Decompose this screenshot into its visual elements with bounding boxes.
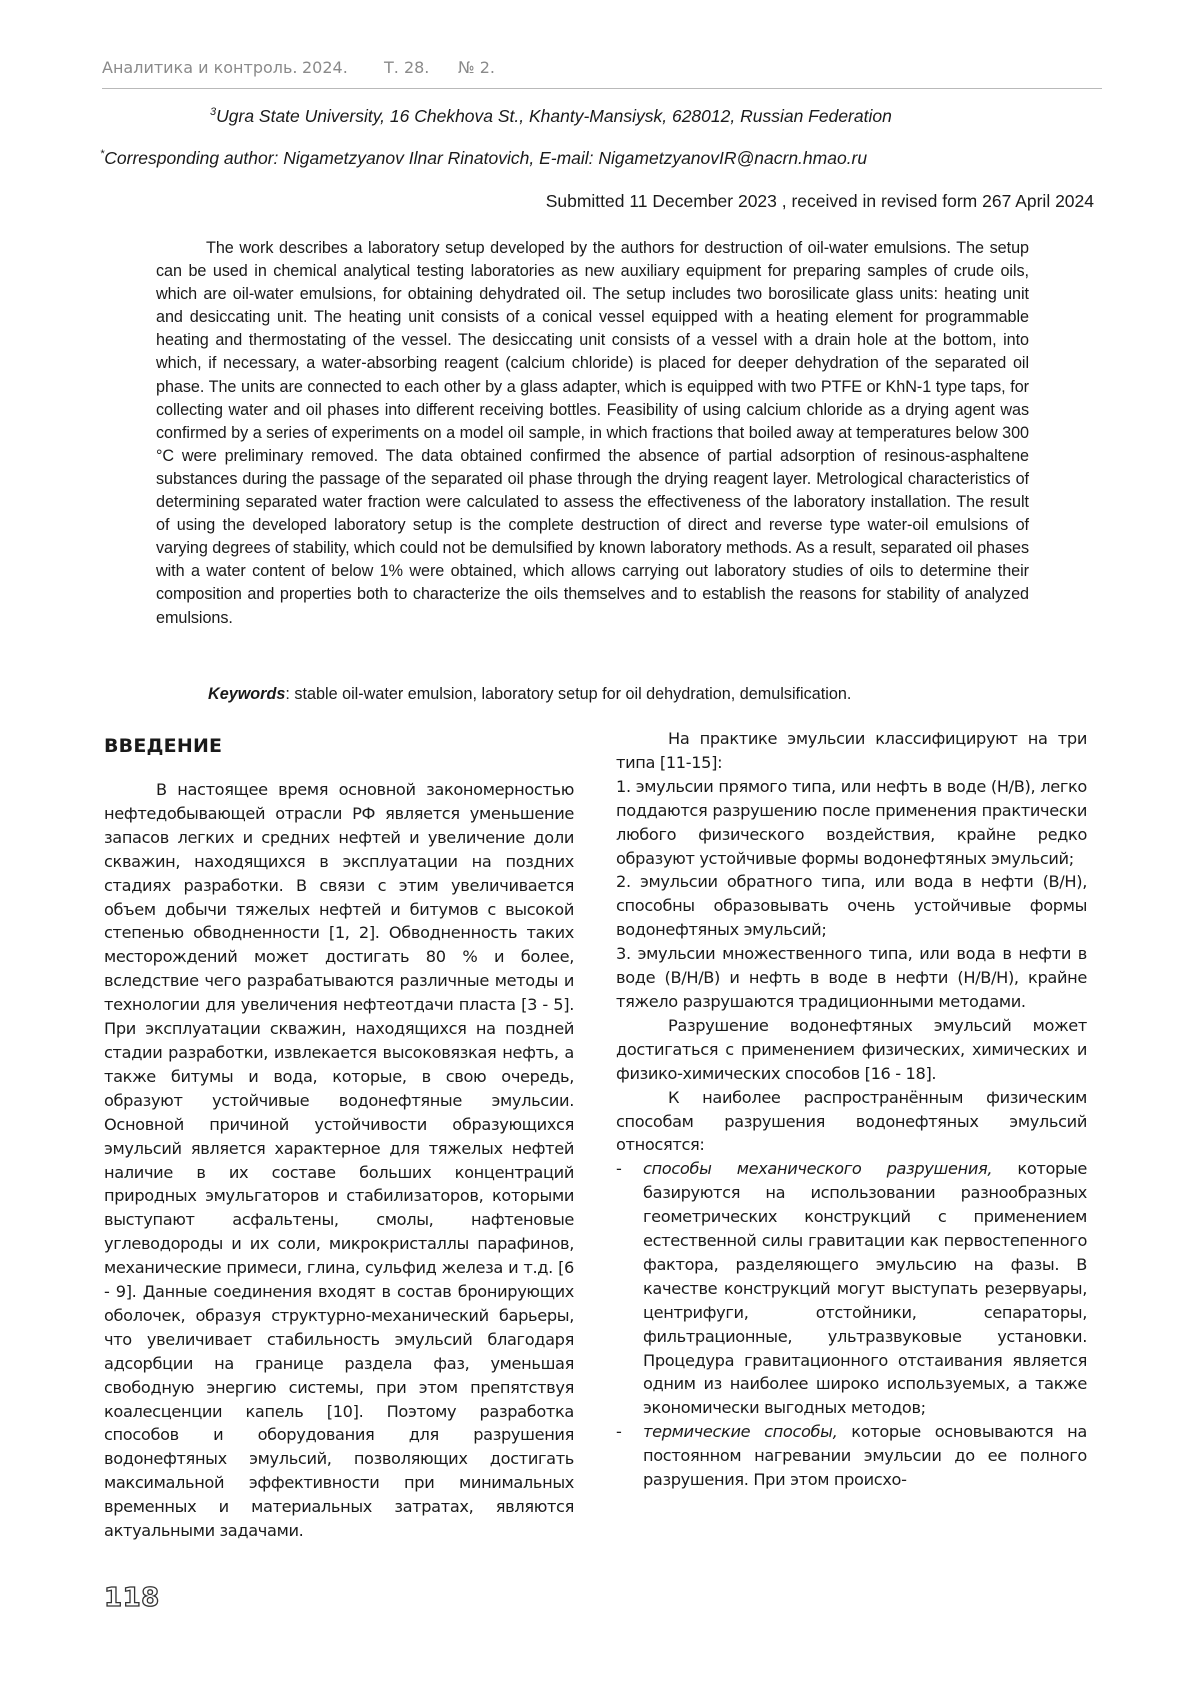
affiliation-marker: 3 bbox=[210, 106, 217, 119]
physical-methods-intro: К наиболее распространённым физическим способам разрушения водонефтяных эмульсий относятся: bbox=[616, 1087, 1087, 1155]
affiliation bbox=[210, 106, 892, 127]
running-header bbox=[102, 56, 1102, 89]
submission-dates: Submitted 11 December 2023 , received in revised form 267 April 2024 bbox=[545, 191, 1094, 211]
abstract: The work describes a laboratory setup developed by the authors for destruction of oil-water emulsions. The setup can be used in chemical analytical testing laboratories as new auxiliary equipment for preparing samples of crude oils, which are oil-water emulsions, for obtaining dehydrated oil. The setup includes two borosilicate glass units: heating unit and desiccating unit. The heating unit consists of a conical vessel equipped with a heating element for programmable heating and thermostating of the vessel. The desiccating unit consists of a vessel with a drain hole at the bottom, into which, if necessary, a water-absorbing reagent (calcium chloride) is placed for deeper dehydration of the separated oil phase. The units are connected to each other by a glass adapter, which is equipped with two PTFE or KhN-1 type taps, for collecting water and oil phases into different receiving bottles. Feasibility of using calcium chloride as a drying agent was confirmed by a series of experiments on a model oil sample, in which fractions that boiled away at temperatures below 300 °C were preliminary removed. The data obtained confirmed the absence of partial adsorption of resinous-asphaltene substances during the passage of the separated oil phase through the drying reagent layer. Metrological characteristics of determining separated water fraction were calculated to assess the effectiveness of the laboratory installation. The result of using the developed laboratory setup is the complete destruction of direct and reverse type water-oil emulsions of varying degrees of stability, which could not be demulsified by known laboratory methods. As a result, separated oil phases with a water content of below 1% were obtained, which allows carrying out laboratory studies of oils to determine their composition and properties both to characterize the oils themselves and to establish the reasons for stability of analyzed emulsions. bbox=[156, 239, 1029, 627]
method-list-item bbox=[616, 1420, 1087, 1492]
method-term: способы механического разрушения, bbox=[643, 1159, 993, 1179]
emulsion-type-item: 3. эмульсии множественного типа, или вода в нефти в воде (В/Н/В) и нефть в воде в нефти (Н/В/Н), крайне тяжело разрушаются традиционными методами. bbox=[616, 944, 1087, 1011]
journal-name: Аналитика и контроль. bbox=[102, 58, 298, 77]
corresponding-author bbox=[100, 148, 867, 169]
intro-paragraph: В настоящее время основной закономерностью нефтедобывающей отрасли РФ является уменьшение запасов легких и средних нефтей и увеличение доли скважин, находящихся в эксплуатации на поздних стадиях разработки. В связи с этим увеличивается объем добычи тяжелых нефтей и битумов с высокой степенью обводненности [1, 2]. Обводненность таких месторождений может достигать 80 % и более, вследствие чего разрабатываются различные методы и технологии для увеличения нефтеотдачи пласта [3 - 5]. При эксплуатации скважин, находящихся на поздней стадии разработки, извлекается высоковязкая нефть, а также битумы и вода, которые, в свою очередь, образуют устойчивые водонефтяные эмульсии. Основной причиной устойчивости образующихся эмульсий является характерное для тяжелых нефтей наличие в их составе больших концентраций природных эмульгаторов и стабилизаторов, которыми выступают асфальтены, смолы, нафтеновые углеводороды и их соли, микрокристаллы парафинов, механические примеси, глина, сульфид железа и т.д. [6 - 9]. Данные соединения входят в состав бронирующих оболочек, образуя структурно-механический барьеры, что увеличивает стабильность эмульсий благодаря адсорбции на границе раздела фаз, уменьшая свободную энергию системы, при этом препятствуя коалесценции капель [10]. Поэтому разработка способов и оборудования для разрушения водонефтяных эмульсий, позволяющих достигать максимальной эффективности при минимальных временных и материальных затратах, являются актуальными задачами. bbox=[104, 780, 574, 1541]
right-column bbox=[616, 727, 1087, 1492]
corresponding-marker: * bbox=[100, 148, 105, 161]
list-dash: - bbox=[616, 1159, 622, 1179]
destruction-paragraph: Разрушение водонефтяных эмульсий может достигаться с применением физических, химических и физико-химических способов [16 - 18]. bbox=[616, 1015, 1087, 1083]
method-description: которые базируются на использовании разнообразных геометрических конструкций с применением естественной силы гравитации как первостепенного фактора, разделяющего эмульсию на фазы. В качестве конструкций могут выступать резервуары, центрифуги, отстойники, сепараторы, фильтрационные, ультразвуковые установки. Процедура гравитационного отстаивания является одним из наиболее широко используемых, а также экономически выгодных методов; bbox=[643, 1159, 1087, 1418]
journal-volume: Т. 28. bbox=[384, 58, 430, 77]
emulsion-type-item: 2. эмульсии обратного типа, или вода в нефти (В/Н), способны образовывать очень устойчивые формы водонефтяных эмульсий; bbox=[616, 872, 1087, 940]
keywords-label: Keywords bbox=[208, 685, 286, 703]
affiliation-text: Ugra State University, 16 Chekhova St., Khanty-Mansiysk, 628012, Russian Federation bbox=[216, 106, 892, 126]
method-description: которые основываются на постоянном нагревании эмульсии до ее полного разрушения. При этом происхо- bbox=[643, 1422, 1087, 1490]
corresponding-text: Corresponding author: Nigametzyanov Ilnar Rinatovich, E-mail: NigametzyanovIR@nacrn.hmao.ru bbox=[104, 148, 868, 168]
page-number: 118 bbox=[104, 1583, 160, 1613]
section-heading: ВВЕДЕНИЕ bbox=[104, 735, 223, 757]
classification-intro: На практике эмульсии классифицируют на три типа [11-15]: bbox=[616, 729, 1087, 772]
journal-year: 2024. bbox=[302, 58, 348, 77]
journal-issue: № 2. bbox=[458, 58, 495, 77]
emulsion-type-item: 1. эмульсии прямого типа, или нефть в воде (Н/В), легко поддаются разрушению после применения практически любого физического воздействия, крайне редко образуют устойчивые формы водонефтяных эмульсий; bbox=[616, 776, 1087, 868]
left-column bbox=[104, 778, 574, 1543]
list-dash: - bbox=[616, 1422, 622, 1442]
keywords-text: : stable oil-water emulsion, laboratory setup for oil dehydration, demulsification. bbox=[285, 685, 852, 703]
method-term: термические способы, bbox=[643, 1422, 838, 1442]
keywords bbox=[156, 683, 1029, 706]
method-list-item bbox=[616, 1157, 1087, 1420]
